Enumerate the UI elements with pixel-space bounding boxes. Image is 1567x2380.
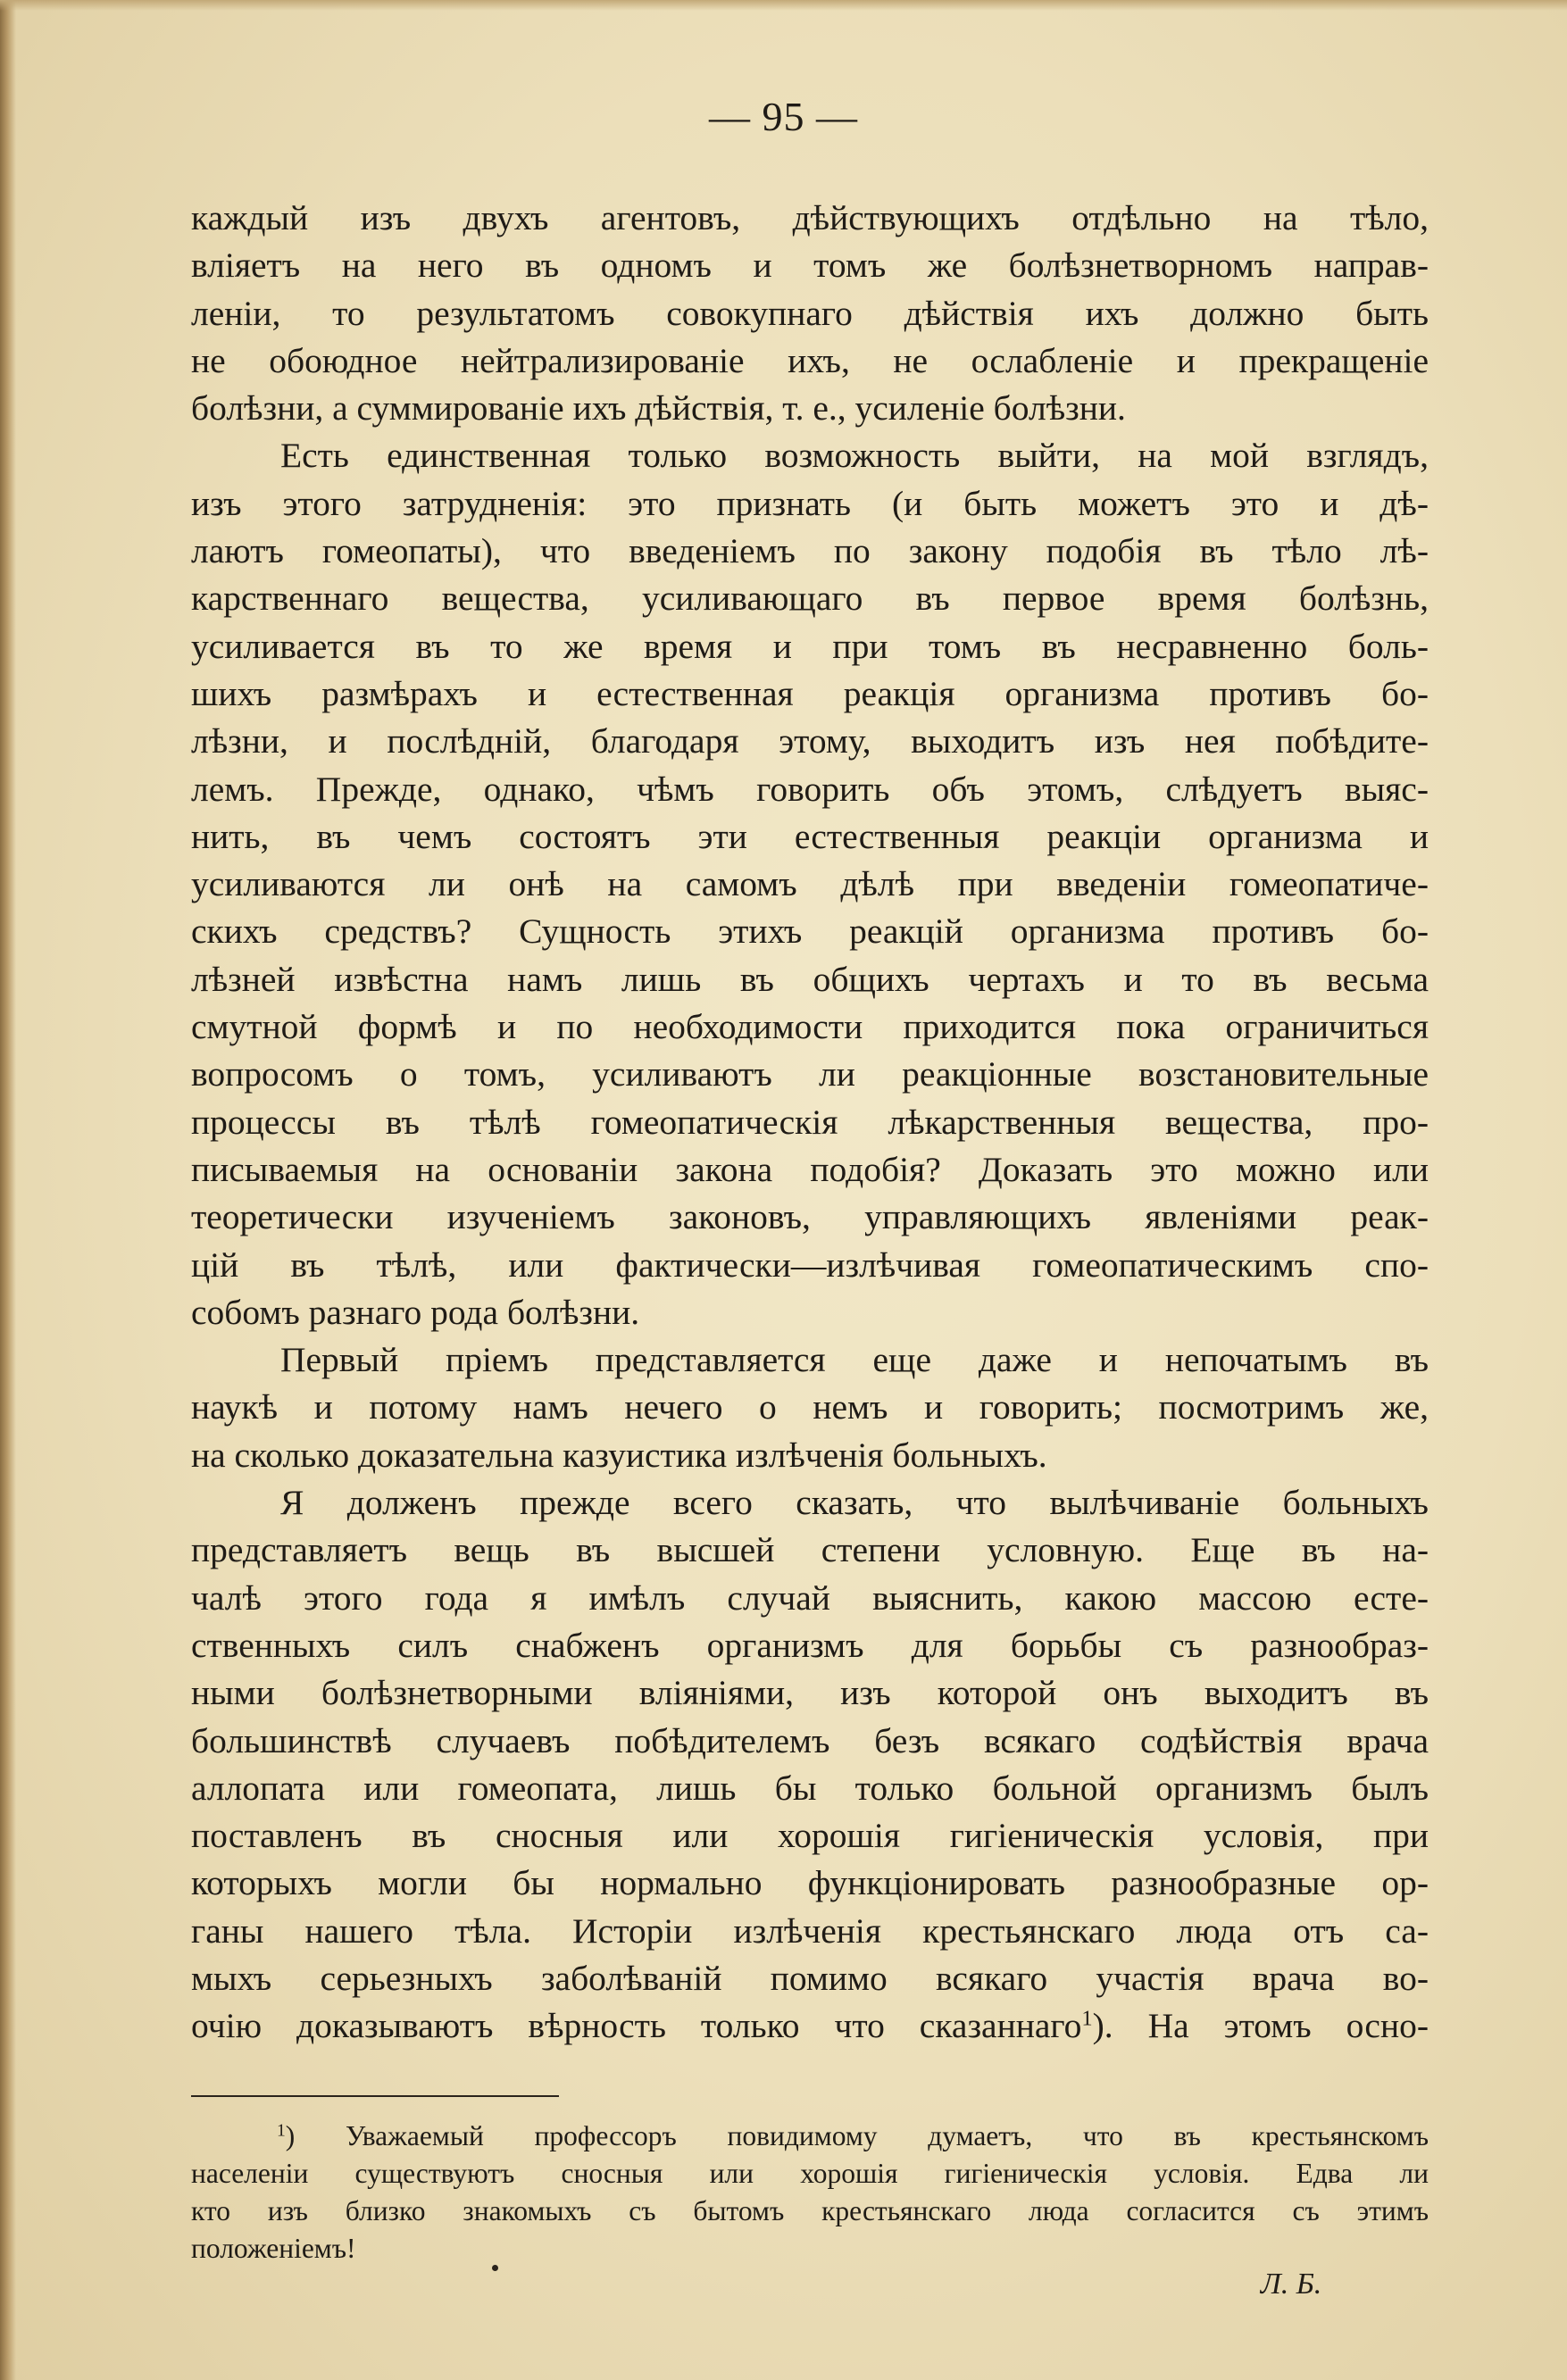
text-line: Я долженъ прежде всего сказать, что вылѣчиваніе больныхъ xyxy=(280,1483,1429,1523)
text-line: усиливается въ то же время и при томъ въ несравненно боль- xyxy=(191,626,1429,666)
footnote-line: кто изъ близко знакомыхъ съ бытомъ крестьянскаго люда согласится съ этимъ xyxy=(191,2195,1429,2226)
footnote-reference[interactable]: 1 xyxy=(1081,2006,1093,2031)
text-line-with-footnote xyxy=(191,2002,1429,2050)
text-line: лаютъ гомеопаты), что введеніемъ по закону подобія въ тѣло лѣ- xyxy=(191,531,1429,571)
footnote-signature: Л. Б. xyxy=(1260,2268,1322,2301)
text-line: писываемыя на основаніи закона подобія? Доказать это можно или xyxy=(191,1149,1429,1189)
text-line: ганы нашего тѣла. Исторіи излѣченія крестьянскаго люда отъ са- xyxy=(191,1910,1429,1951)
page-number: — 95 — xyxy=(709,94,858,139)
text-line: которыхъ могли бы нормально функціонировать разнообразные ор- xyxy=(191,1863,1429,1903)
text-line: мыхъ серьезныхъ заболѣваній помимо всякаго участія врача во- xyxy=(191,1958,1429,1998)
text-line: усиливаются ли онѣ на самомъ дѣлѣ при введеніи гомеопатиче- xyxy=(191,864,1429,904)
footnote-line: населеніи существуютъ сносныя или хорошія гигіеническія условія. Едва ли xyxy=(191,2158,1429,2189)
text-line: карственнаго вещества, усиливающаго въ первое время болѣзнь, xyxy=(191,578,1429,619)
footnote-line xyxy=(191,2118,1429,2155)
footnote-mark: 1 xyxy=(277,2121,286,2141)
text-line: процессы въ тѣлѣ гомеопатическія лѣкарственныя вещества, про- xyxy=(191,1102,1429,1142)
text-line: Первый пріемъ представляется еще даже и непочатымъ въ xyxy=(280,1340,1429,1380)
text-line: на сколько доказательна казуистика излѣченія больныхъ. xyxy=(191,1435,1047,1475)
body-text xyxy=(191,195,1429,2051)
text-line: лѣзни, и послѣдній, благодаря этому, выходитъ изъ нея побѣдите- xyxy=(191,721,1429,761)
text-line: лемъ. Прежде, однако, чѣмъ говорить объ этомъ, слѣдуетъ выяс- xyxy=(191,769,1429,809)
text-line: изъ этого затрудненія: это признать (и быть можетъ это и дѣ- xyxy=(191,483,1429,523)
page-binding-edge xyxy=(0,0,16,2380)
text-line: ными болѣзнетворными вліяніями, изъ которой онъ выходитъ въ xyxy=(191,1673,1429,1713)
footnote-separator xyxy=(191,2095,559,2097)
text-line: шихъ размѣрахъ и естественная реакція организма противъ бо- xyxy=(191,673,1429,713)
text-line: каждый изъ двухъ агентовъ, дѣйствующихъ отдѣльно на тѣло, xyxy=(191,198,1429,237)
text-line: чалѣ этого года я имѣлъ случай выяснить, какою массою есте- xyxy=(191,1577,1429,1618)
text-line: Есть единственная только возможность выйти, на мой взглядъ, xyxy=(280,436,1429,476)
ink-speck xyxy=(492,2265,498,2271)
text-line: не обоюдное нейтрализированіе ихъ, не ослабленіе и прекращеніе xyxy=(191,340,1429,380)
text-line: представляетъ вещь въ высшей степени условную. Еще въ на- xyxy=(191,1530,1429,1570)
text-line: вліяетъ на него въ одномъ и томъ же болѣзнетворномъ направ- xyxy=(191,245,1429,286)
text-line: нить, въ чемъ состоятъ эти естественныя реакціи организма и xyxy=(191,816,1429,856)
text-line: скихъ средствъ? Сущность этихъ реакцій организма противъ бо- xyxy=(191,911,1429,952)
text-line: болѣзни, а суммированіе ихъ дѣйствія, т. е., усиленіе болѣзни. xyxy=(191,388,1126,429)
text-line: собомъ разнаго рода болѣзни. xyxy=(191,1292,640,1332)
text-line: смутной формѣ и по необходимости приходится пока ограничиться xyxy=(191,1007,1429,1047)
footnote xyxy=(191,2118,1429,2268)
text-line: лѣзней извѣстна намъ лишь въ общихъ чертахъ и то въ весьма xyxy=(191,959,1429,999)
page-top-edge xyxy=(0,0,1567,11)
text-line: цій въ тѣлѣ, или фактически—излѣчивая гомеопатическимъ спо- xyxy=(191,1244,1429,1285)
text-line: аллопата или гомеопата, лишь бы только больной организмъ былъ xyxy=(191,1768,1429,1808)
footnote-line: положеніемъ! xyxy=(191,2233,356,2264)
text-line: наукѣ и потому намъ нечего о немъ и говорить; посмотримъ же, xyxy=(191,1387,1429,1427)
text-line: леніи, то результатомъ совокупнаго дѣйствія ихъ должно быть xyxy=(191,293,1429,333)
text-fragment: ). На этомъ осно- xyxy=(1092,2006,1429,2046)
text-fragment: ) Уважаемый профессоръ повидимому думаетъ, что въ крестьянскомъ xyxy=(285,2120,1429,2151)
text-line: ственныхъ силъ снабженъ организмъ для борьбы съ разнообраз- xyxy=(191,1625,1429,1665)
text-line: поставленъ въ сносныя или хорошія гигіеническія условія, при xyxy=(191,1816,1429,1856)
text-line: теоретически изученіемъ законовъ, управляющихъ явленіями реак- xyxy=(191,1197,1429,1237)
text-fragment: очію доказываютъ вѣрность только что сказаннаго xyxy=(191,2006,1082,2046)
text-line: вопросомъ о томъ, усиливаютъ ли реакціонные возстановительные xyxy=(191,1054,1429,1094)
text-line: большинствѣ случаевъ побѣдителемъ безъ всякаго содѣйствія врача xyxy=(191,1720,1429,1760)
